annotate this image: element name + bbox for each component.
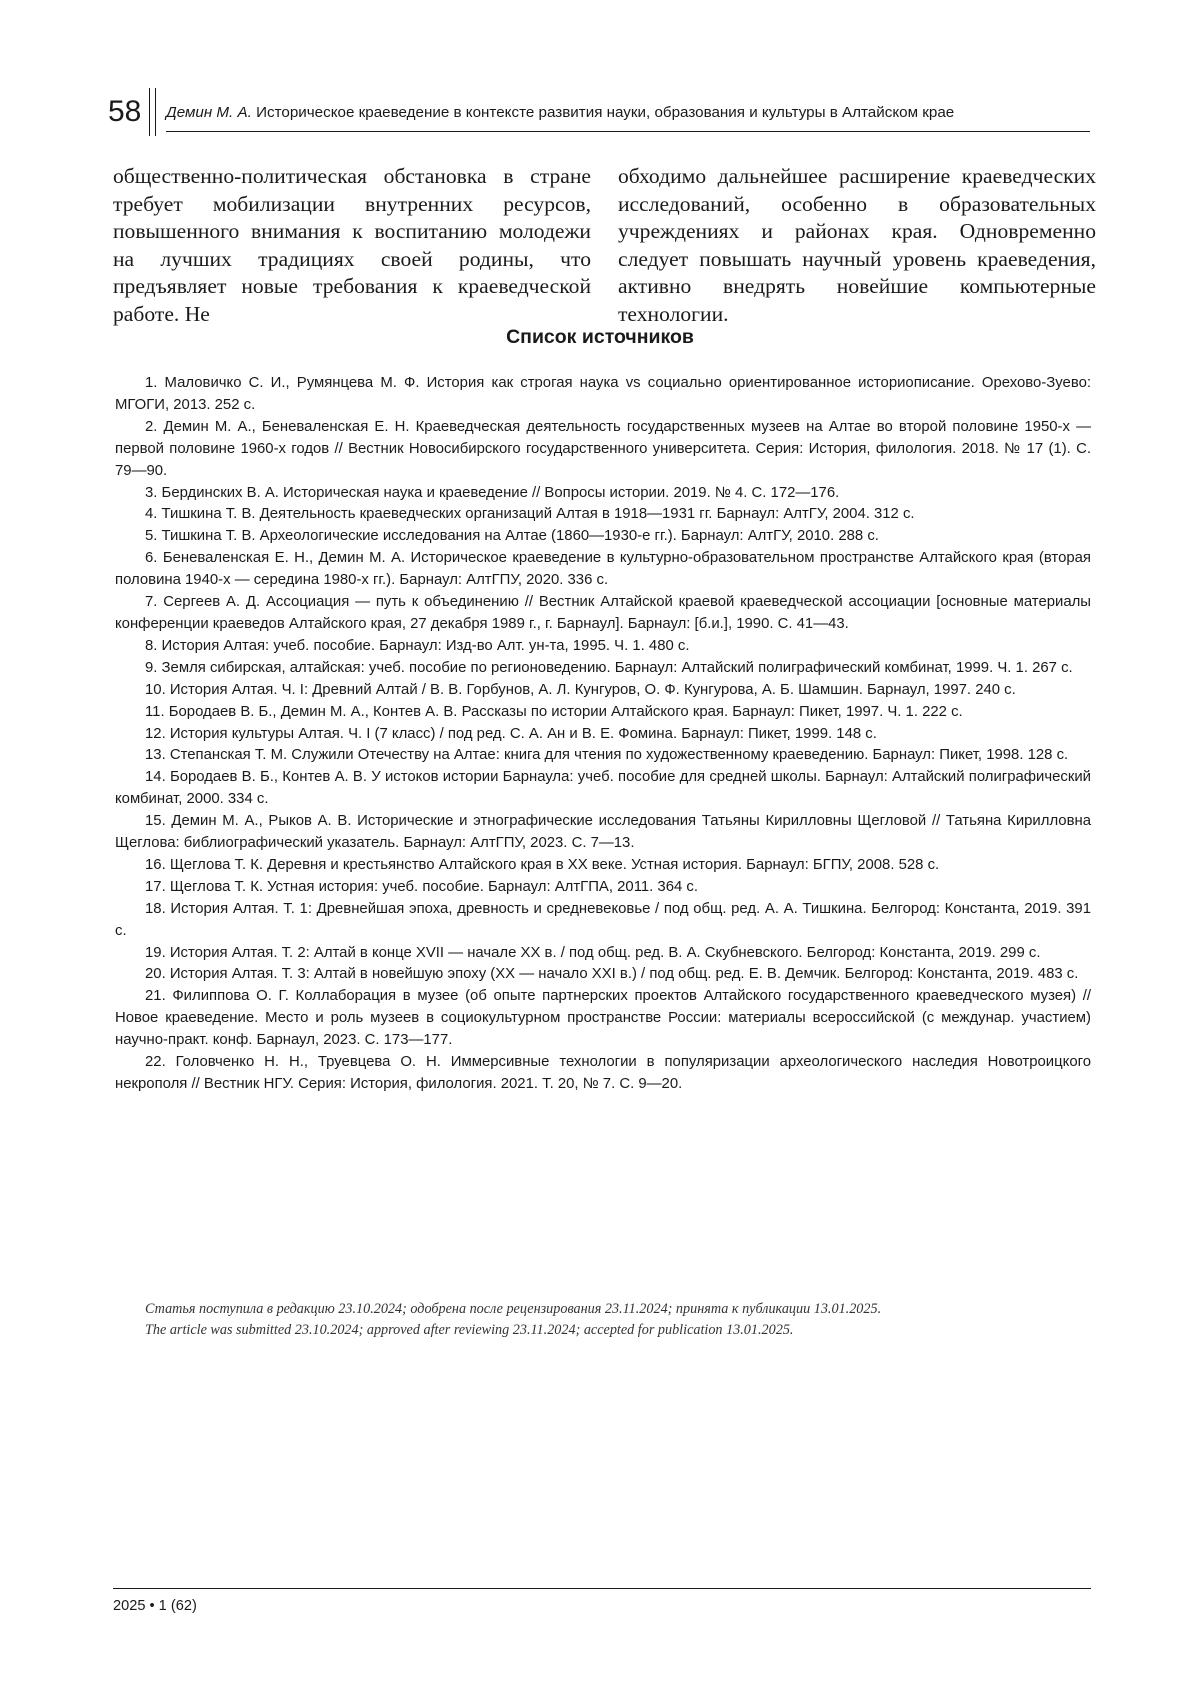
header-rule-left [149, 88, 150, 136]
header-rule [166, 131, 1090, 132]
source-item: 13. Степанская Т. М. Служили Отечеству на Алтае: книга для чтения по художественному краеведению. Барнаул: Пикет, 1998. 128 с. [145, 747, 1069, 764]
source-item: 4. Тишкина Т. В. Деятельность краеведческих организаций Алтая в 1918—1931 гг. Барнаул: АлтГУ, 2004. 312 с. [145, 506, 915, 523]
received-dates [145, 1299, 1105, 1341]
source-item: 10. История Алтая. Ч. I: Древний Алтай / В. В. Горбунов, А. Л. Кунгуров, О. Ф. Кунгурова, А. Б. Шамшин. Барнаул, 1997. 240 с. [145, 681, 1016, 698]
left-column-text: общественно-политическая обстановка в стране требует мобилизации внутренних ресурсов, повышенного внимания к воспитанию молодежи на лучших традициях своей родины, что предъявляет новые требования к краеведческой работе. Не [113, 164, 591, 326]
source-item: 11. Бородаев В. Б., Демин М. А., Контев А. В. Рассказы по истории Алтайского края. Барнаул: Пикет, 1997. Ч. 1. 222 с. [145, 703, 963, 720]
source-item: 6. Беневаленская Е. Н., Демин М. А. Историческое краеведение в культурно-образовательном пространстве Алтайского края (вторая половина 1940-х — середина 1980-х гг.). Барнаул: АлтГПУ, 2020. 336 с. [115, 550, 1091, 589]
source-item: 15. Демин М. А., Рыков А. В. Исторические и этнографические исследования Татьяны Кирилловны Щегловой // Татьяна Кирилловна Щеглова: библиографический указатель. Барнаул: АлтГПУ, 2023. С. 7—13. [115, 813, 1091, 852]
source-item: 21. Филиппова О. Г. Коллаборация в музее (об опыте партнерских проектов Алтайского государственного краеведческого музея) // Новое краеведение. Место и роль музеев в социокультурном пространстве России: материалы всероссийской (с междунар. участием) научно-практ. конф. Барнаул, 2023. С. 173—177. [115, 988, 1091, 1049]
source-item: 2. Демин М. А., Беневаленская Е. Н. Краеведческая деятельность государственных музеев на Алтае во второй половине 1950-х — первой половине 1960-х годов // Вестник Новосибирского государственного университета. Серия: История, филология. 2018. № 17 (1). С. 79—90. [115, 418, 1091, 479]
header-author: Демин М. А. [166, 104, 252, 121]
header-rule-right [155, 88, 156, 136]
source-item: 16. Щеглова Т. К. Деревня и крестьянство Алтайского края в XX веке. Устная история. Барнаул: БГПУ, 2008. 528 с. [145, 856, 940, 873]
page-number: 58 [108, 95, 142, 128]
footer-issue: 2025 • 1 (62) [113, 1598, 197, 1614]
received-dates-ru: Статья поступила в редакцию 23.10.2024; одобрена после рецензирования 23.11.2024; принята к публикации 13.01.2025. [145, 1301, 882, 1317]
sources-list [115, 373, 1091, 1096]
source-item: 20. История Алтая. Т. 3: Алтай в новейшую эпоху (XX — начало XXI в.) / под общ. ред. Е. В. Демчик. Белгород: Константа, 2019. 483 с. [145, 966, 1079, 983]
running-header [166, 103, 1090, 123]
sources-heading: Список источников [506, 326, 694, 348]
header-title-text: Историческое краеведение в контексте развития науки, образования и культуры в Алтайском крае [256, 104, 955, 121]
right-column [618, 163, 1096, 329]
source-item: 3. Бердинских В. А. Историческая наука и краеведение // Вопросы истории. 2019. № 4. С. 172—176. [145, 484, 840, 501]
source-item: 17. Щеглова Т. К. Устная история: учеб. пособие. Барнаул: АлтГПА, 2011. 364 с. [145, 878, 699, 895]
source-item: 9. Земля сибирская, алтайская: учеб. пособие по регионоведению. Барнаул: Алтайский полиграфический комбинат, 1999. Ч. 1. 267 с. [145, 659, 1073, 676]
source-item: 19. История Алтая. Т. 2: Алтай в конце XVII — начале XX в. / под общ. ред. В. А. Скубневского. Белгород: Константа, 2019. 299 с. [145, 944, 1041, 961]
source-item: 7. Сергеев А. Д. Ассоциация — путь к объединению // Вестник Алтайской краевой краеведческой ассоциации [основные материалы конференции краеведов Алтайского края, 27 декабря 1989 г., г. Барнаул]. Барнаул: [б.и.], 1990. С. 41—43. [115, 594, 1091, 632]
source-item: 5. Тишкина Т. В. Археологические исследования на Алтае (1860—1930-е гг.). Барнаул: АлтГУ, 2010. 288 с. [145, 528, 879, 545]
left-column [113, 163, 591, 329]
received-dates-en: The article was submitted 23.10.2024; approved after reviewing 23.11.2024; accepted for publication 13.01.2025. [145, 1322, 794, 1338]
source-item: 1. Маловичко С. И., Румянцева М. Ф. История как строгая наука vs социально ориентированное историописание. Орехово-Зуево: МГОГИ, 2013. 252 с. [115, 375, 1091, 413]
right-column-text: обходимо дальнейшее расширение краеведческих исследований, особенно в образовательных учреждениях и районах края. Одновременно следует повышать научный уровень краеведения, активно внедрять новейшие компьютерные технологии. [618, 164, 1096, 326]
source-item: 12. История культуры Алтая. Ч. I (7 класс) / под ред. С. А. Ан и В. Е. Фомина. Барнаул: Пикет, 1999. 148 с. [145, 725, 877, 742]
footer-rule [113, 1588, 1091, 1589]
source-item: 22. Головченко Н. Н., Труевцева О. Н. Иммерсивные технологии в популяризации археологического наследия Новотроицкого некрополя // Вестник НГУ. Серия: История, филология. 2021. Т. 20, № 7. С. 9—20. [115, 1054, 1091, 1092]
source-item: 18. История Алтая. Т. 1: Древнейшая эпоха, древность и средневековье / под общ. ред. А. А. Тишкина. Белгород: Константа, 2019. 391 с. [115, 900, 1091, 939]
source-item: 14. Бородаев В. Б., Контев А. В. У истоков истории Барнаула: учеб. пособие для средней школы. Барнаул: Алтайский полиграфический комбинат, 2000. 334 с. [115, 769, 1091, 808]
source-item: 8. История Алтая: учеб. пособие. Барнаул: Изд-во Алт. ун-та, 1995. Ч. 1. 480 с. [145, 637, 690, 654]
